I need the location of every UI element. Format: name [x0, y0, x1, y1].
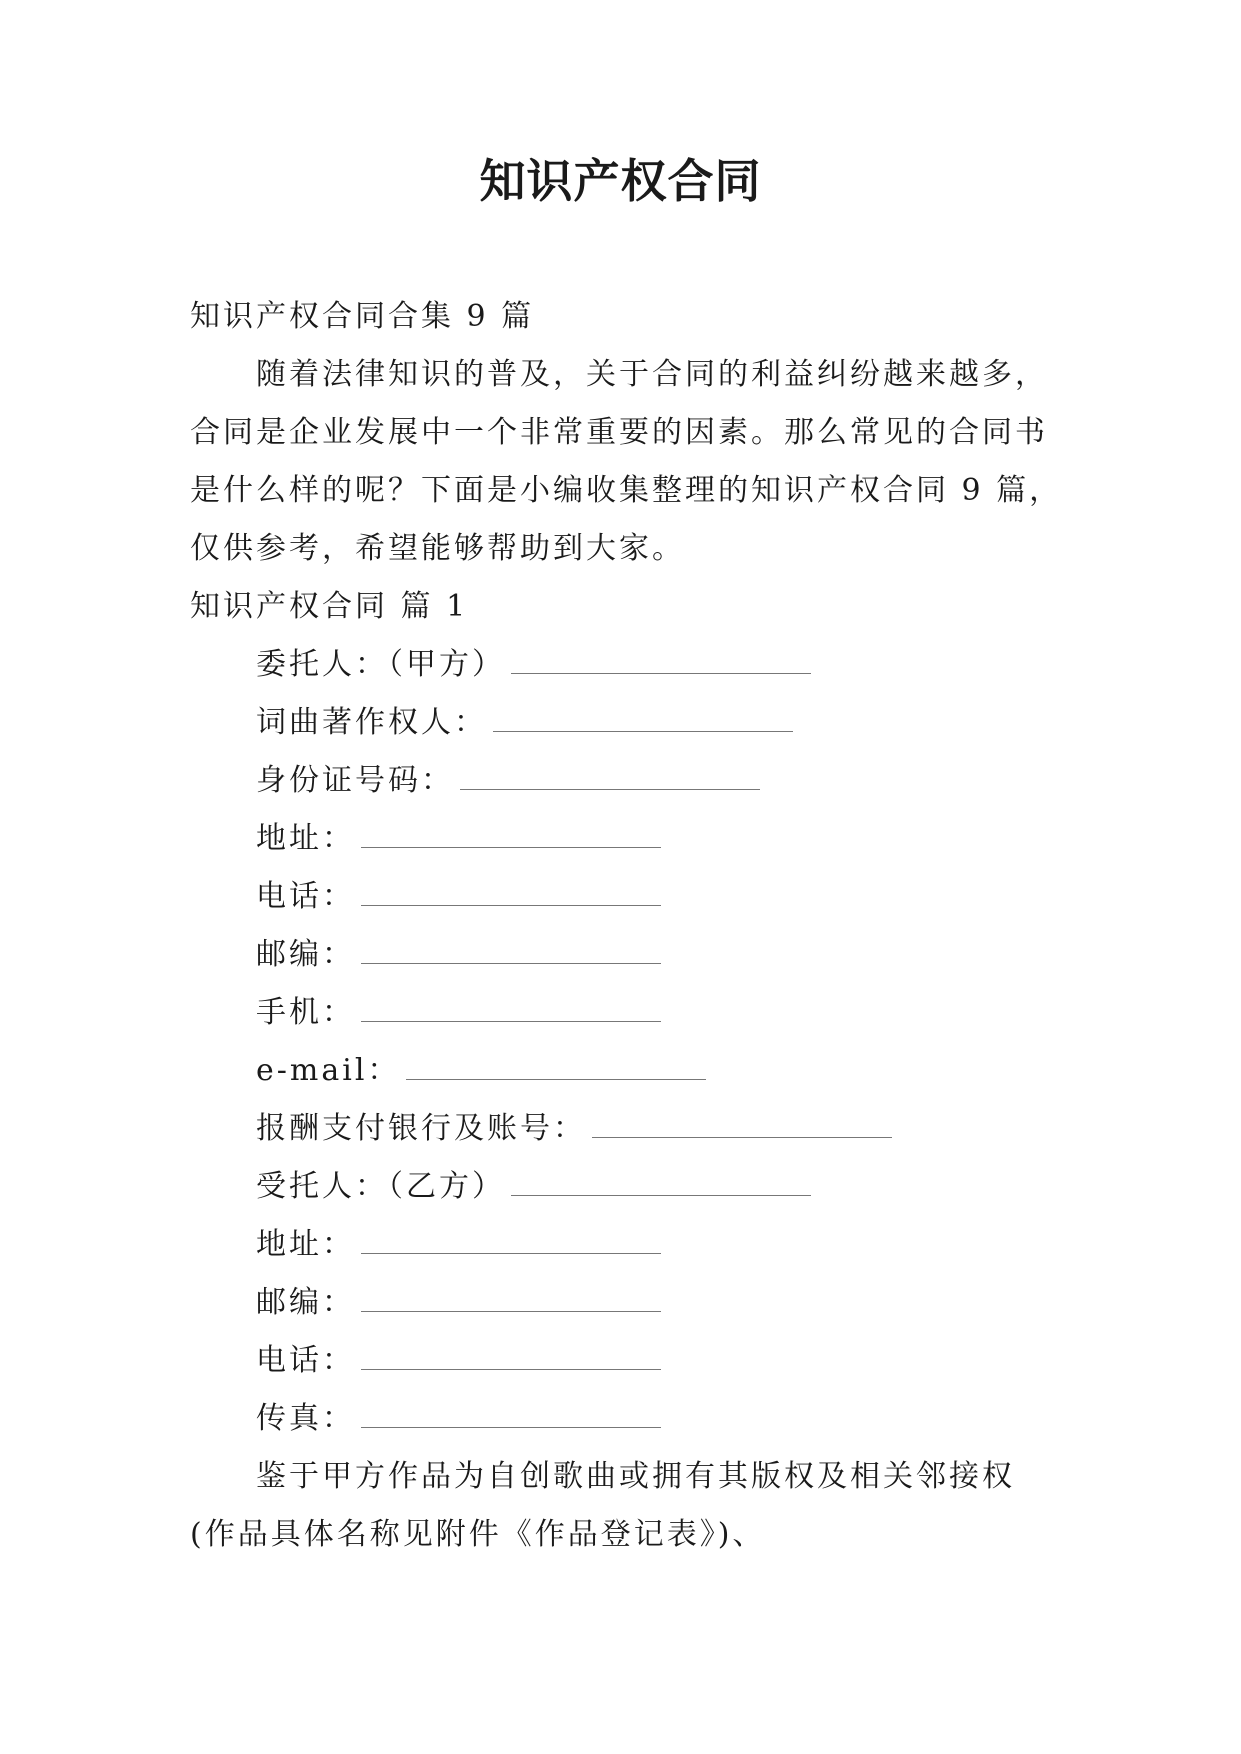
field-row — [190, 1332, 1070, 1390]
intro-line-3: 是什么样的呢？下面是小编收集整理的知识产权合同 9 篇， — [190, 473, 1063, 508]
fill-blank — [361, 1225, 661, 1254]
intro-line-4: 仅供参考，希望能够帮助到大家。 — [190, 531, 685, 566]
fill-blank — [511, 645, 811, 674]
field-row — [190, 752, 1070, 810]
field-label: 词曲著作权人： — [256, 705, 487, 740]
field-label: 电话： — [256, 879, 355, 914]
fill-blank — [511, 1167, 811, 1196]
fill-blank — [406, 1051, 706, 1080]
field-row — [190, 636, 1070, 694]
intro-line-1: 随着法律知识的普及，关于合同的利益纠纷越来越多， — [256, 357, 1048, 392]
closing-line-1: 鉴于甲方作品为自创歌曲或拥有其版权及相关邻接权 — [256, 1459, 1015, 1494]
field-row — [190, 984, 1070, 1042]
field-row — [190, 1100, 1070, 1158]
collection-title: 知识产权合同合集 9 篇 — [190, 299, 535, 334]
field-row — [190, 926, 1070, 984]
field-label: 手机： — [256, 995, 355, 1030]
field-label: e-mail： — [256, 1053, 401, 1088]
fill-blank — [361, 1341, 661, 1370]
fill-blank — [592, 1109, 892, 1138]
fill-blank — [361, 1283, 661, 1312]
field-label: 身份证号码： — [256, 763, 454, 798]
field-row — [190, 694, 1070, 752]
field-label: 委托人：（甲方） — [256, 647, 505, 682]
field-row — [190, 1390, 1070, 1448]
fill-blank — [361, 877, 661, 906]
field-row — [190, 868, 1070, 926]
fill-blank — [361, 993, 661, 1022]
field-label: 电话： — [256, 1343, 355, 1378]
field-row — [190, 1042, 1070, 1100]
field-label: 受托人：（乙方） — [256, 1169, 505, 1204]
field-label: 地址： — [256, 821, 355, 856]
closing-line-2: (作品具体名称见附件《作品登记表》)、 — [190, 1517, 766, 1552]
fill-blank — [493, 703, 793, 732]
field-label: 地址： — [256, 1227, 355, 1262]
field-row — [190, 1216, 1070, 1274]
document-body — [190, 288, 1070, 1564]
section-heading: 知识产权合同 篇 1 — [190, 589, 469, 624]
fill-blank — [460, 761, 760, 790]
field-label: 邮编： — [256, 937, 355, 972]
document-title: 知识产权合同 — [479, 154, 762, 208]
field-label: 报酬支付银行及账号： — [256, 1111, 586, 1146]
field-label: 邮编： — [256, 1285, 355, 1320]
field-row — [190, 810, 1070, 868]
field-label: 传真： — [256, 1401, 355, 1436]
fill-blank — [361, 819, 661, 848]
field-row — [190, 1158, 1070, 1216]
field-row — [190, 1274, 1070, 1332]
fill-blank — [361, 935, 661, 964]
fill-blank — [361, 1399, 661, 1428]
intro-line-2: 合同是企业发展中一个非常重要的因素。那么常见的合同书 — [190, 415, 1048, 450]
